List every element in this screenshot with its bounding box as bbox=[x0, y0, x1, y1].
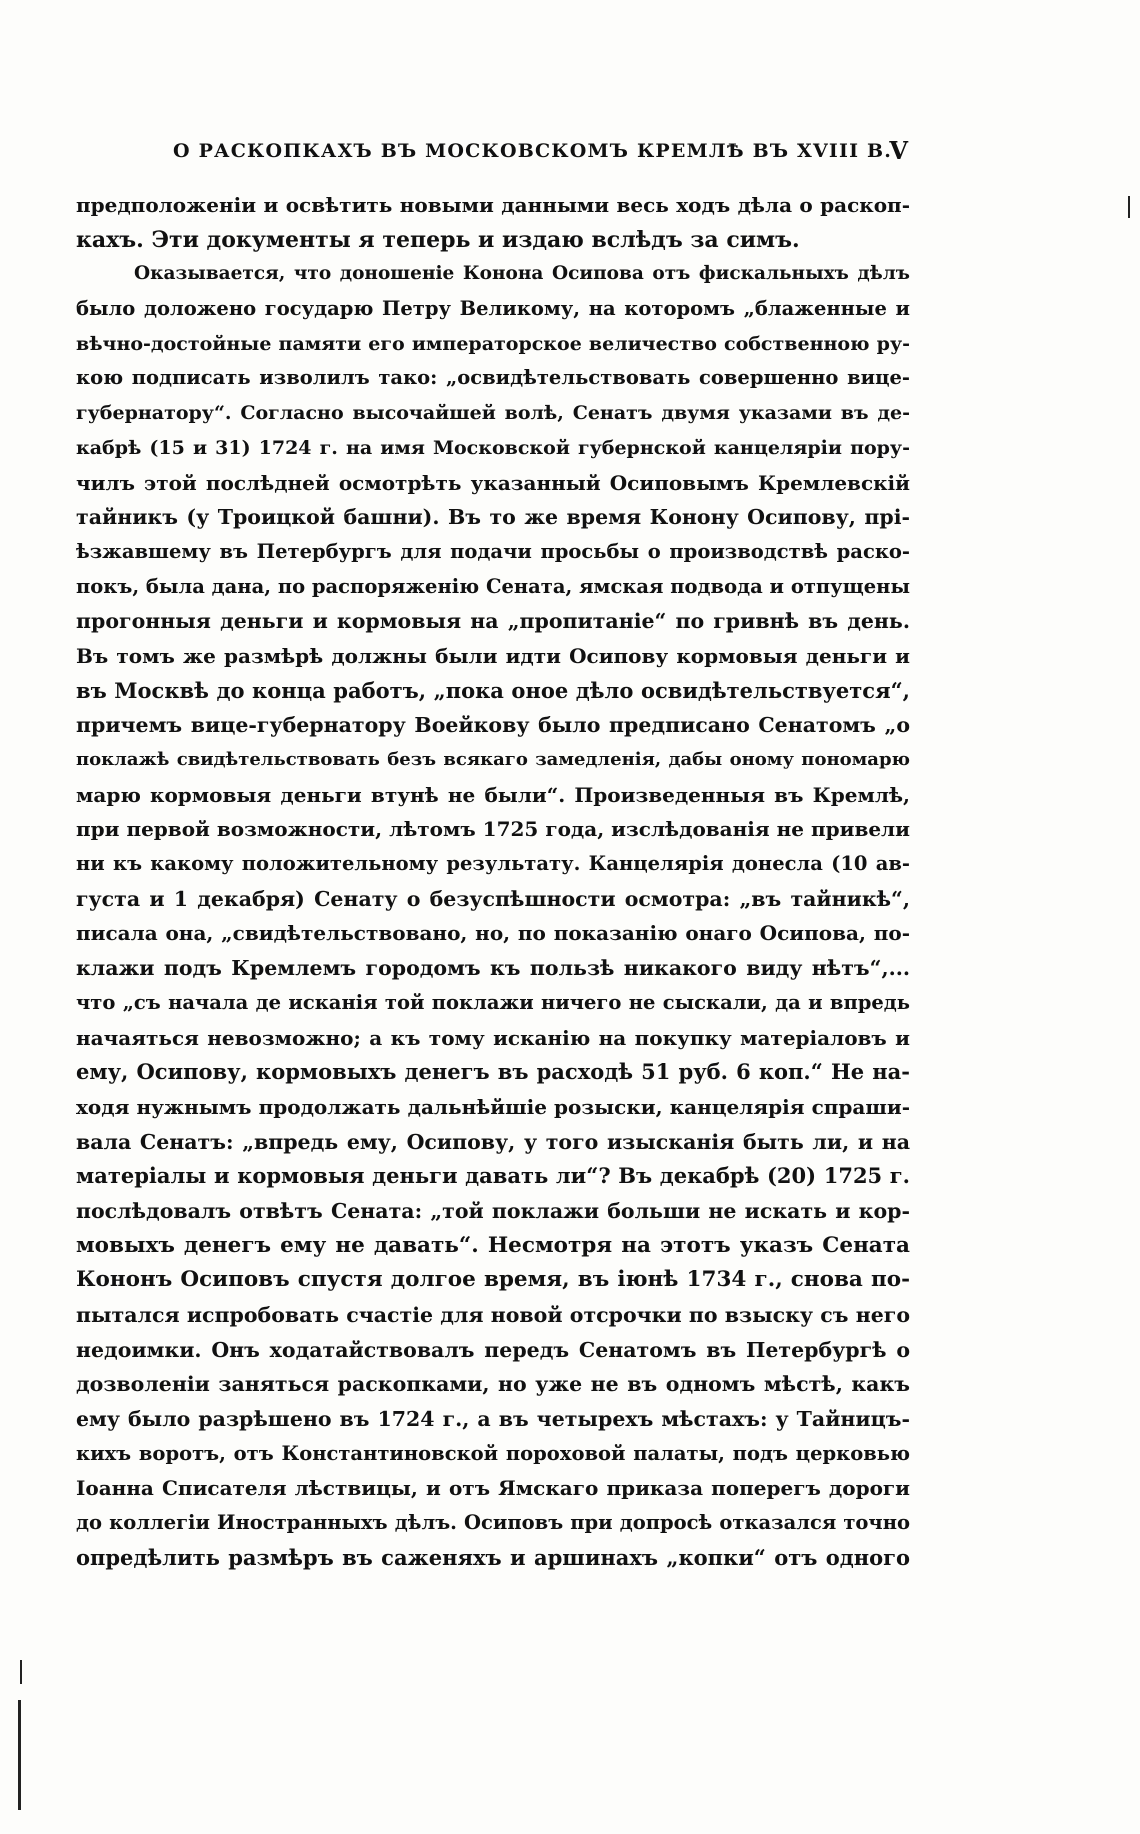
text-line: чилъ этой послѣдней осмотрѣть указанный Осиповымъ Кремлевскій bbox=[76, 470, 910, 495]
running-title: О РАСКОПКАХЪ ВЪ МОСКОВСКОМЪ КРЕМЛѢ ВЪ XVIII В. bbox=[173, 140, 893, 162]
text-line: Іоанна Списателя лѣствицы, и отъ Ямскаго приказа поперегъ дороги bbox=[76, 1476, 910, 1501]
text-line: Оказывается, что доношеніе Конона Осипова отъ фискальныхъ дѣлъ bbox=[134, 263, 910, 285]
text-line: кихъ воротъ, отъ Константиновской пороховой палаты, подъ церковью bbox=[76, 1441, 910, 1465]
text-line: матеріалы и кормовыя деньги давать ли“? Въ декабрѣ (20) 1725 г. bbox=[76, 1163, 910, 1189]
text-line: кахъ. Эти документы я теперь и издаю вслѣдъ за симъ. bbox=[76, 226, 800, 253]
text-line: до коллегіи Иностранныхъ дѣлъ. Осиповъ при допросѣ отказался точно bbox=[76, 1511, 910, 1535]
text-line: начаяться невозможно; а къ тому исканію на покупку матеріаловъ и bbox=[76, 1025, 910, 1050]
text-line: поклажѣ свидѣтельствовать безъ всякаго замедленія, дабы оному пономарю bbox=[76, 749, 910, 770]
text-line: мовыхъ денегъ ему не давать“. Несмотря на этотъ указъ Сената bbox=[76, 1232, 910, 1258]
binding-edge-mark bbox=[18, 1700, 21, 1810]
text-line: недоимки. Онъ ходатайствовалъ передъ Сенатомъ въ Петербургѣ о bbox=[76, 1337, 910, 1362]
text-line: марю кормовыя деньги втунѣ не были“. Произведенныя въ Кремлѣ, bbox=[76, 782, 910, 807]
text-line: покъ, была дана, по распоряженію Сената, ямская подвода и отпущены bbox=[76, 574, 910, 598]
text-line: послѣдовалъ отвѣтъ Сената: „той поклажи больши не искать и кор- bbox=[76, 1198, 910, 1223]
page-number: V bbox=[889, 136, 908, 165]
text-line: было доложено государю Петру Великому, на которомъ „блаженные и bbox=[76, 297, 910, 321]
margin-mark bbox=[20, 1660, 22, 1684]
text-line: тайникъ (у Троицкой башни). Въ то же время Конону Осипову, прі- bbox=[76, 505, 910, 530]
text-line: въ Москвѣ до конца работъ, „пока оное дѣло освидѣтельствуется“, bbox=[76, 677, 910, 703]
text-line: писала она, „свидѣтельствовано, но, по показанію онаго Осипова, по- bbox=[76, 921, 910, 946]
text-line: ходя нужнымъ продолжать дальнѣйшіе розыски, канцелярія спраши- bbox=[76, 1094, 910, 1119]
text-line: губернатору“. Согласно высочайшей волѣ, Сенатъ двумя указами въ де- bbox=[76, 402, 910, 425]
text-line: кою подписать изволилъ тако: „освидѣтельствовать совершенно вице- bbox=[76, 366, 910, 390]
body-text bbox=[76, 188, 910, 1576]
text-line: предположеніи и освѣтить новыми данными весь ходъ дѣла о раскоп- bbox=[76, 193, 910, 217]
text-line: ѣзжавшему въ Петербургъ для подачи просьбы о производствѣ раско- bbox=[76, 539, 910, 563]
text-line: вѣчно-достойные памяти его императорское величество собственною ру- bbox=[76, 332, 910, 355]
text-line: дозволеніи заняться раскопками, но уже не въ одномъ мѣстѣ, какъ bbox=[76, 1372, 910, 1397]
margin-mark bbox=[1128, 196, 1130, 218]
text-line: ни къ какому положительному результату. Канцелярія донесла (10 ав- bbox=[76, 852, 910, 876]
text-line: что „съ начала де исканія той поклажи ничего не сыскали, да и впредь bbox=[76, 990, 910, 1014]
text-line: при первой возможности, лѣтомъ 1725 года, изслѣдованія не привели bbox=[76, 817, 910, 842]
text-line: прогонныя деньги и кормовыя на „пропитаніе“ по гривнѣ въ день. bbox=[76, 609, 910, 634]
text-line: клажи подъ Кремлемъ городомъ къ пользѣ никакого виду нѣтъ“,... bbox=[76, 956, 910, 981]
text-line: пытался испробовать счастіе для новой отсрочки по взыску съ него bbox=[76, 1303, 910, 1327]
text-line: густа и 1 декабря) Сенату о безуспѣшности осмотра: „въ тайникѣ“, bbox=[76, 886, 910, 911]
text-line: вала Сенатъ: „впредь ему, Осипову, у того изысканія быть ли, и на bbox=[76, 1129, 910, 1154]
text-line: ему, Осипову, кормовыхъ денегъ въ расходѣ 51 руб. 6 коп.“ Не на- bbox=[76, 1059, 910, 1085]
text-line: Кононъ Осиповъ спустя долгое время, въ іюнѣ 1734 г., снова по- bbox=[76, 1267, 910, 1293]
text-line: причемъ вице-губернатору Воейкову было предписано Сенатомъ „о bbox=[76, 713, 910, 738]
text-line: опредѣлить размѣръ въ саженяхъ и аршинахъ „копки“ отъ одного bbox=[76, 1544, 910, 1570]
running-head bbox=[78, 136, 908, 172]
text-line: кабрѣ (15 и 31) 1724 г. на имя Московской губернской канцеляріи пору- bbox=[76, 436, 910, 459]
text-line: Въ томъ же размѣрѣ должны были идти Осипову кормовыя деньги и bbox=[76, 643, 910, 668]
text-line: ему было разрѣшено въ 1724 г., а въ четырехъ мѣстахъ: у Тайницъ- bbox=[76, 1407, 910, 1432]
